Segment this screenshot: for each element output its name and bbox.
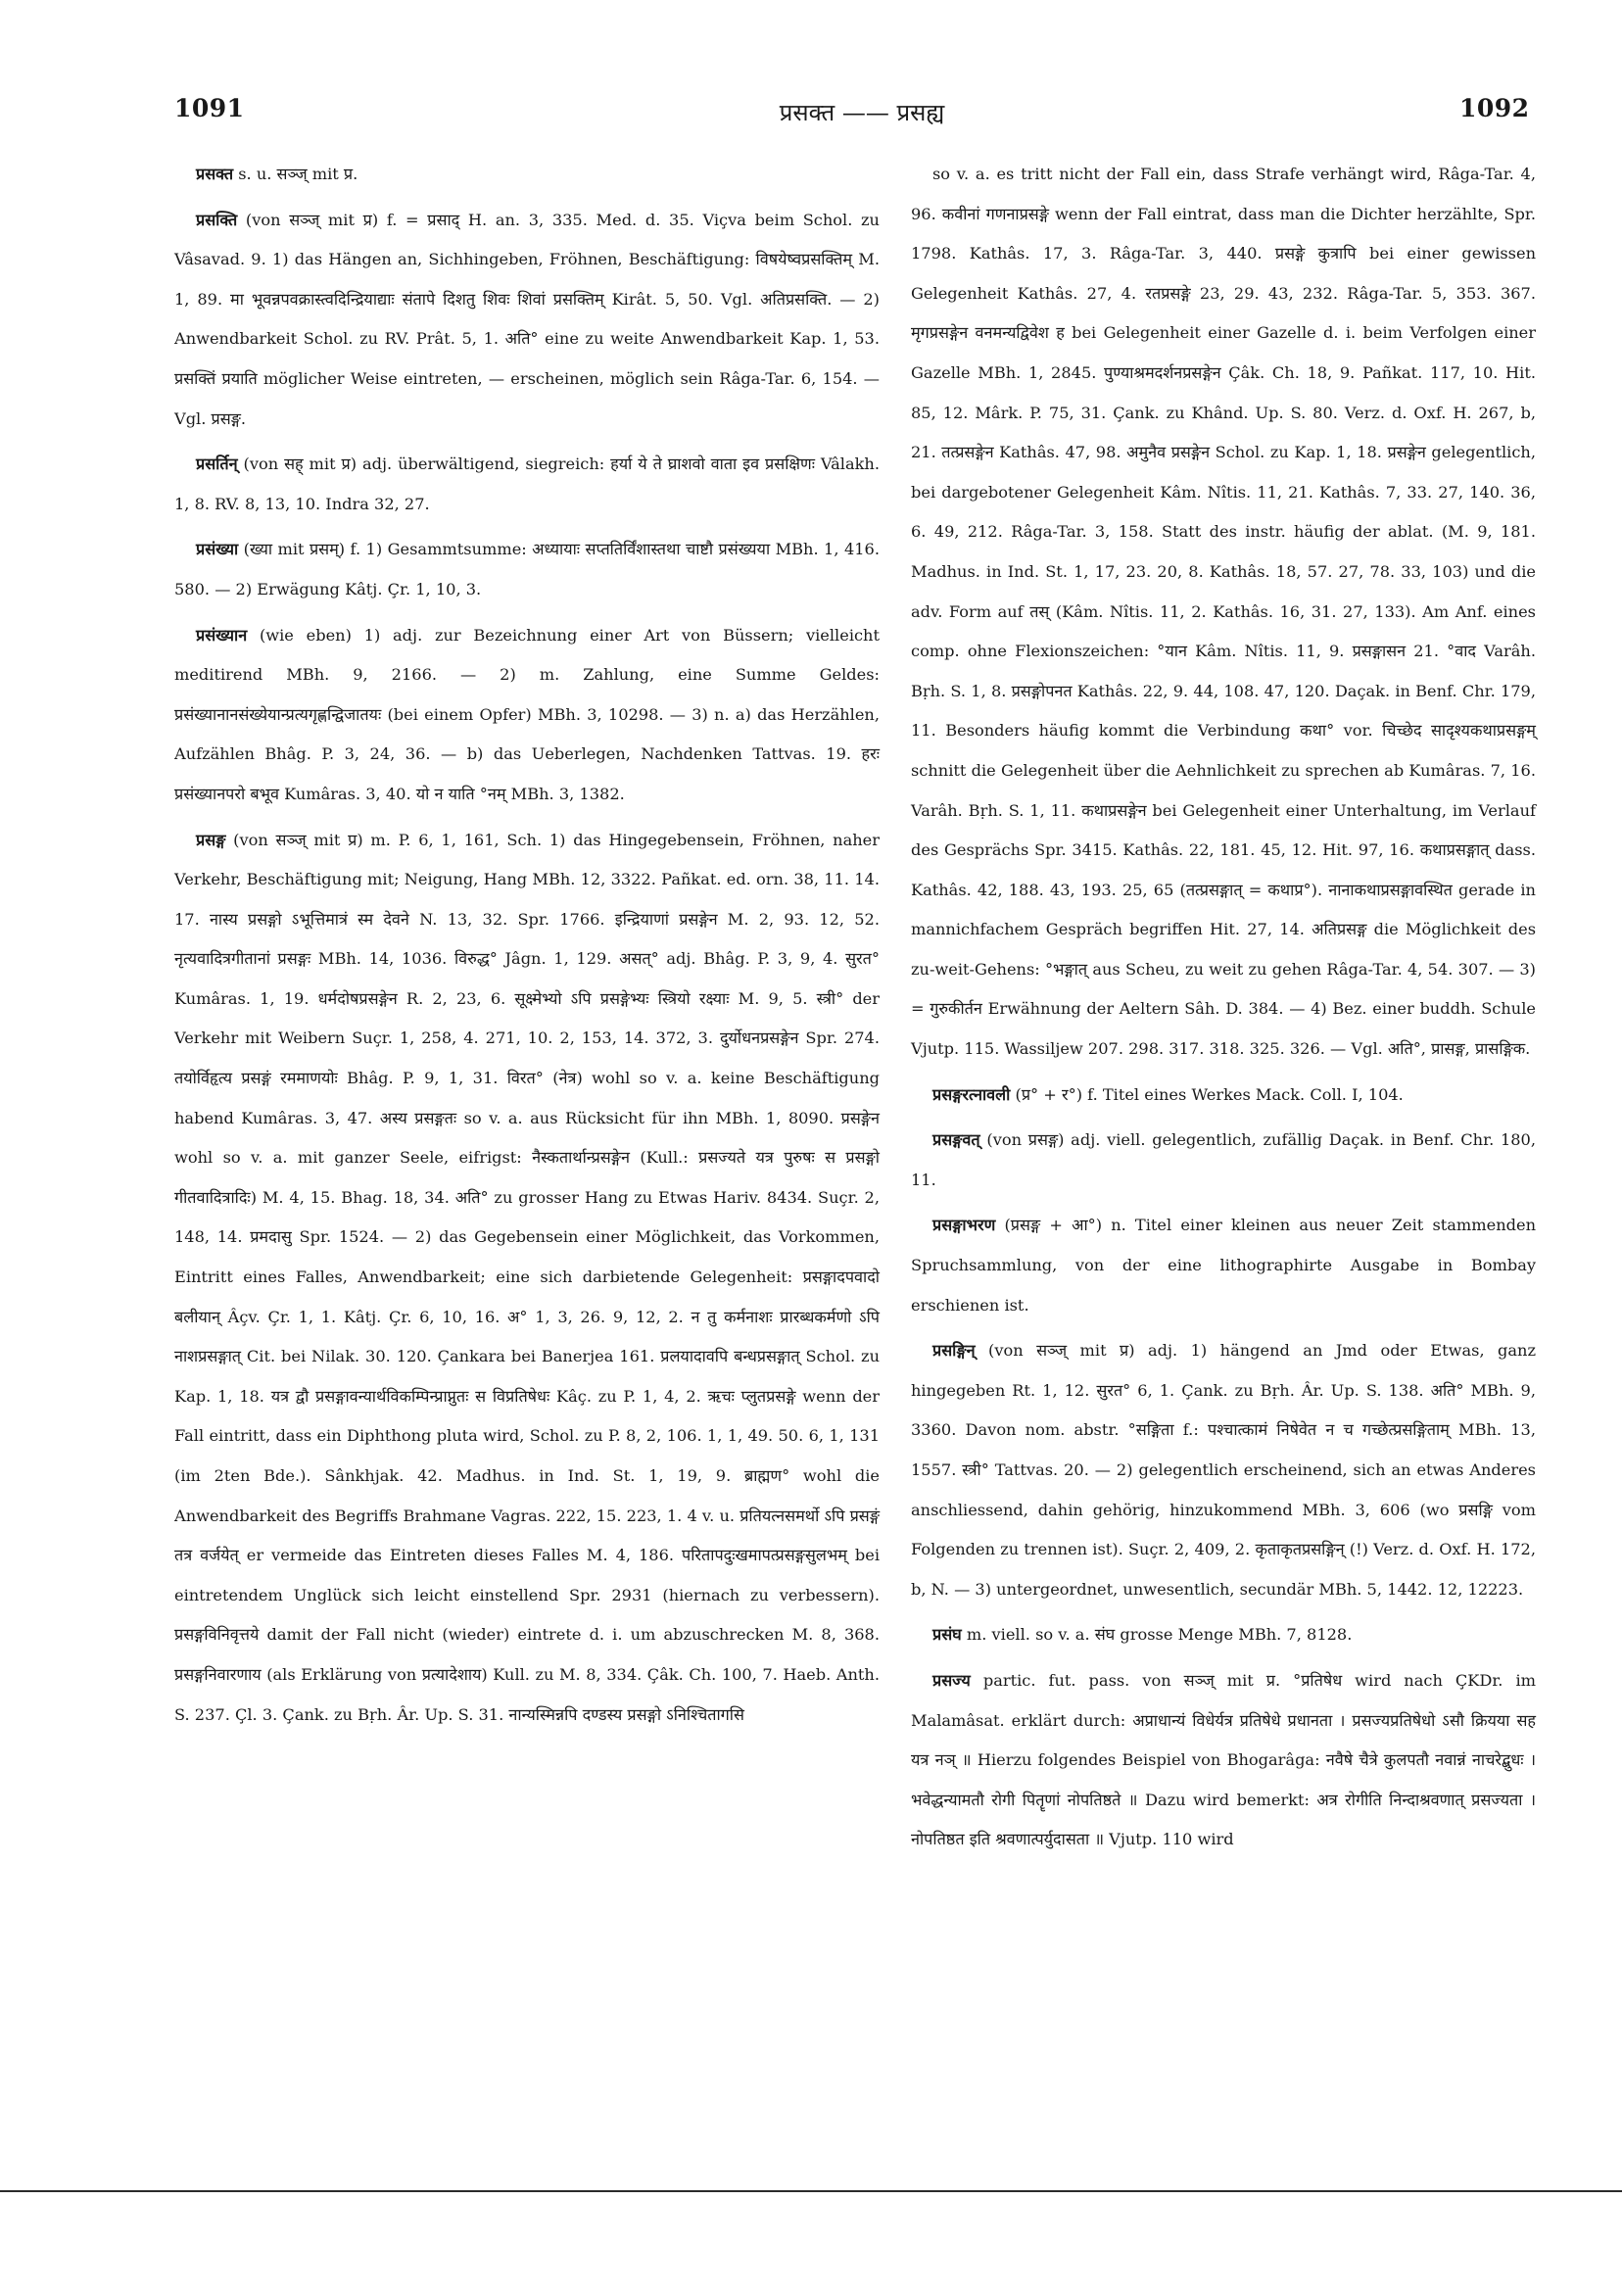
entry-lemma: प्रसंख्यान xyxy=(196,625,248,645)
entry-text: (wie eben) 1) adj. zur Bezeichnung einer Art von Büssern; vielleicht meditirend MBh. 9, 2166. — 2) m. Zahlung, eine Summe Geldes: प्रसंख्यानानसंख्येयान्प्रत्यगृह्णन्द्विजातयः (bei einem Opfer) MBh. 3, 10298. — 3) n. a) das Herzählen, Aufzählen Bhâg. P. 3, 24, 36. — b) das Ueberlegen, Nachdenken Tattvas. 19. हरः प्रसंख्यानपरो बभूव Kumâras. 3, 40. यो न याति °नम् MBh. 3, 1382. xyxy=(174,625,880,803)
footer-rule xyxy=(0,2190,1622,2192)
dictionary-entry xyxy=(174,155,880,195)
dictionary-entry xyxy=(174,821,880,1736)
dictionary-entry xyxy=(911,1206,1536,1325)
entry-lemma: प्रसङ्गवत् xyxy=(932,1130,980,1150)
entry-text: (प्रसङ्ग + आ°) n. Titel einer kleinen aus neuer Zeit stammenden Spruchsammlung, von der eine lithographirte Ausgabe in Bombay erschienen ist. xyxy=(911,1216,1536,1315)
dictionary-entry xyxy=(911,1615,1536,1655)
dictionary-entry xyxy=(911,1661,1536,1860)
entry-lemma: प्रसङ्गाभरण xyxy=(932,1216,996,1235)
entry-text: so v. a. es tritt nicht der Fall ein, dass Strafe verhängt wird, Râga-Tar. 4, 96. कवीनां गणनाप्रसङ्गे wenn der Fall eintrat, dass man die Dichter herzählte, Spr. 1798. Kathâs. 17, 3. Râga-Tar. 3, 440. प्रसङ्गे कुत्रापि bei einer gewissen Gelegenheit Kathâs. 27, 4. रतप्रसङ्गे 23, 29. 43, 232. Râga-Tar. 5, 353. 367. मृगप्रसङ्गेन वनमन्यद्विवेश ह bei Gelegenheit einer Gazelle d. i. beim Verfolgen einer Gazelle MBh. 1, 2845. पुण्याश्रमदर्शनप्रसङ्गेन Çâk. Ch. 18, 9. Pañkat. 117, 10. Hit. 85, 12. Mârk. P. 75, 31. Çank. zu Khând. Up. S. 80. Verz. d. Oxf. H. 267, b, 21. तत्प्रसङ्गेन Kathâs. 47, 98. अमुनैव प्रसङ्गेन Schol. zu Kap. 1, 18. प्रसङ्गेन gelegentlich, bei dargebotener Gelegenheit Kâm. Nîtis. 11, 21. Kathâs. 7, 33. 27, 140. 36, 6. 49, 212. Râga-Tar. 3, 158. Statt des instr. häufig der ablat. (M. 9, 181. Madhus. in Ind. St. 1, 17, 23. 20, 8. Kathâs. 18, 57. 27, 78. 33, 103) und die adv. Form auf तस् (Kâm. Nîtis. 11, 2. Kathâs. 16, 31. 27, 133). Am Anf. eines comp. ohne Flexionszeichen: °यान Kâm. Nîtis. 11, 9. प्रसङ्गासन 21. °वाद Varâh. Bṛh. S. 1, 8. प्रसङ्गोपनत Kathâs. 22, 9. 44, 108. 47, 120. Daçak. in Benf. Chr. 179, 11. Besonders häufig kommt die Verbindung कथा° vor. चिच्छेद सादृश्यकथाप्रसङ्गम् schnitt die Gelegenheit über die Aehnlichkeit zu sprechen ab Kumâras. 7, 16. Varâh. Bṛh. S. 1, 11. कथाप्रसङ्गेन bei Gelegenheit einer Unterhaltung, im Verlauf des Gesprächs Spr. 3415. Kathâs. 22, 181. 45, 12. Hit. 97, 16. कथाप्रसङ्गात् dass. Kathâs. 42, 188. 43, 193. 25, 65 (तत्प्रसङ्गात् = कथाप्र°). नानाकथाप्रसङ्गावस्थित gerade in mannichfachem Gespräch begriffen Hit. 27, 14. अतिप्रसङ्ग die Möglichkeit des zu-weit-Gehens: °भङ्गात् aus Scheu, zu weit zu gehen Râga-Tar. 4, 54. 307. — 3) = गुरुकीर्तन Erwähnung der Aeltern Sâh. D. 384. — 4) Bez. einer buddh. Schule Vjutp. 115. Wassiljew 207. 298. 317. 318. 325. 326. — Vgl. अति°, प्रासङ्ग, प्रासङ्गिक. xyxy=(911,165,1536,1059)
entry-lemma: प्रसङ्गरत्नावली xyxy=(932,1084,1011,1104)
dictionary-entry xyxy=(911,1331,1536,1609)
dictionary-entry xyxy=(911,1076,1536,1116)
dictionary-entry xyxy=(911,155,1536,1070)
entry-text: partic. fut. pass. von सञ्ज् mit प्र. °प्रतिषेध wird nach ÇKDr. im Malamâsat. erklärt durch: अप्राधान्यं विधेर्यत्र प्रतिषेधे प्रधानता । प्रसज्यप्रतिषेधो ऽसौ क्रियया सह यत्र नञ् ॥ Hierzu folgendes Beispiel von Bhogarâga: नवैषे चैत्रे कुलपतौ नवान्नं नाचरेद्बुधः । भवेद्धन्यामतौ रोगी पितॄणां नोपतिष्ठते ॥ Dazu wird bemerkt: अत्र रोगीति निन्दाश्रवणात् प्रसज्यता । नोपतिष्ठत इति श्रवणात्पर्युदासता ॥ Vjutp. 110 wird xyxy=(911,1670,1536,1849)
left-column xyxy=(174,155,880,1735)
dictionary-entry xyxy=(911,1121,1536,1200)
entry-lemma: प्रसङ्ग xyxy=(196,830,226,849)
dictionary-entry xyxy=(174,530,880,609)
dictionary-entry xyxy=(174,616,880,815)
running-headword: प्रसक्त —— प्रसह्य xyxy=(779,99,945,126)
entry-text: (प्र° + र°) f. Titel eines Werkes Mack. Coll. I, 104. xyxy=(1015,1084,1404,1104)
entry-lemma: प्रसंख्या xyxy=(196,540,239,559)
entry-text: (von सञ्ज् mit प्र) f. = प्रसाद् H. an. 3, 335. Med. d. 35. Viçva beim Schol. zu Vâsavad. 9. 1) das Hängen an, Sichhingeben, Fröhnen, Beschäftigung: विषयेष्वप्रसक्तिम् M. 1, 89. मा भूवन्नपवक्रास्त्वदिन्द्रियाद्याः संतापे दिशतु शिवः शिवां प्रसक्तिम् Kirât. 5, 50. Vgl. अतिप्रसक्ति. — 2) Anwendbarkeit Schol. zu RV. Prât. 5, 1. अति° eine zu weite Anwendbarkeit Kap. 1, 53. प्रसक्तिं प्रयाति möglicher Weise eintreten, — erscheinen, möglich sein Râga-Tar. 6, 154. — Vgl. प्रसङ्ग. xyxy=(174,210,880,428)
page-header xyxy=(0,0,1622,147)
entry-text: (von सञ्ज् mit प्र) adj. 1) hängend an Jmd oder Etwas, ganz hingegeben Rt. 1, 12. सुरत° 6, 1. Çank. zu Bṛh. Âr. Up. S. 138. अति° MBh. 9, 3360. Davon nom. abstr. °सङ्गिता f.: पश्चात्कामं निषेवेत न च गच्छेत्प्रसङ्गिताम् MBh. 13, 1557. स्त्री° Tattvas. 20. — 2) gelegentlich erscheinend, sich an etwas Anderes anschliessend, dahin gehörig, hinzukommend MBh. 3, 606 (wo प्रसङ्गि vom Folgenden zu trennen ist). Suçr. 2, 409, 2. कृताकृतप्रसङ्गिन् (!) Verz. d. Oxf. H. 172, b, N. — 3) untergeordnet, unwesentlich, secundär MBh. 5, 1442. 12, 12223. xyxy=(911,1341,1536,1599)
entry-lemma: प्रसंघ xyxy=(932,1625,962,1645)
entry-lemma: प्रसर्तिन् xyxy=(196,454,238,474)
page-number-left: 1091 xyxy=(174,94,245,122)
entry-lemma: प्रसक्त xyxy=(196,165,234,183)
dictionary-entry xyxy=(174,201,880,440)
dictionary-entry xyxy=(174,445,880,524)
entry-text: (von प्रसङ्ग) adj. viell. gelegentlich, zufällig Daçak. in Benf. Chr. 180, 11. xyxy=(911,1130,1536,1189)
entry-text: m. viell. so v. a. संघ grosse Menge MBh. 7, 8128. xyxy=(966,1625,1353,1645)
entry-lemma: प्रसक्ति xyxy=(196,210,238,229)
entry-text: (ख्या mit प्रसम्) f. 1) Gesammtsumme: अध्यायाः सप्ततिर्विंशास्तथा चाष्टौ प्रसंख्यया MBh. 1, 416. 580. — 2) Erwägung Kâtj. Çr. 1, 10, 3. xyxy=(174,540,880,598)
page-number-right: 1092 xyxy=(1459,94,1530,122)
entry-lemma: प्रसज्य xyxy=(932,1670,971,1690)
entry-lemma: प्रसङ्गिन् xyxy=(932,1341,976,1361)
entry-text: (von सह् mit प्र) adj. überwältigend, siegreich: हर्या ये ते घ्राशवो वाता इव प्रसक्षिणः Vâlakh. 1, 8. RV. 8, 13, 10. Indra 32, 27. xyxy=(174,454,880,513)
entry-text: (von सञ्ज् mit प्र) m. P. 6, 1, 161, Sch. 1) das Hingegebensein, Fröhnen, naher Verkehr, Beschäftigung mit; Neigung, Hang MBh. 12, 3322. Pañkat. ed. orn. 38, 11. 14. 17. नास्य प्रसङ्गो ऽभूत्तिमात्रं स्म देवने N. 13, 32. Spr. 1766. इन्द्रियाणां प्रसङ्गेन M. 2, 93. 12, 52. नृत्यवादित्रगीतानां प्रसङ्गः MBh. 14, 1036. विरुद्ध° Jâgn. 1, 129. असत्° adj. Bhâg. P. 3, 9, 4. सुरत° Kumâras. 1, 19. धर्मदोषप्रसङ्गेन R. 2, 23, 6. सूक्ष्मेभ्यो ऽपि प्रसङ्गेभ्यः स्त्रियो रक्ष्याः M. 9, 5. स्त्री° der Verkehr mit Weibern Suçr. 1, 258, 4. 271, 10. 2, 153, 14. 372, 3. दुर्योधनप्रसङ्गेन Spr. 274. तयोर्विहृत्य प्रसङ्गं रममाणयोः Bhâg. P. 9, 1, 31. विरत° (नेत्र) wohl so v. a. keine Beschäftigung habend Kumâras. 3, 47. अस्य प्रसङ्गतः so v. a. aus Rücksicht für ihn MBh. 1, 8090. प्रसङ्गेन wohl so v. a. mit ganzer Seele, eifrigst: नैस्कतार्थान्प्रसङ्गेन (Kull.: प्रसज्यते यत्र पुरुषः स प्रसङ्गो गीतवादित्रादिः) M. 4, 15. Bhag. 18, 34. अति° zu grosser Hang zu Etwas Hariv. 8434. Suçr. 2, 148, 14. प्रमदासु Spr. 1524. — 2) das Gegebensein einer Möglichkeit, das Vorkommen, Eintritt eines Falles, Anwendbarkeit; eine sich darbietende Gelegenheit: प्रसङ्गादपवादो बलीयान् Âçv. Çr. 1, 1. Kâtj. Çr. 6, 10, 16. अ° 1, 3, 26. 9, 12, 2. न तु कर्मनाशः प्रारब्धकर्मणो ऽपि नाशप्रसङ्गात् Cit. bei Nilak. 30. 120. Çankara bei Banerjea 161. प्रलयादावपि बन्धप्रसङ्गात् Schol. zu Kap. 1, 18. यत्र द्वौ प्रसङ्गावन्यार्थविकम्पिन्प्राप्नुतः स विप्रतिषेधः Kâç. zu P. 1, 4, 2. ऋचः प्लुतप्रसङ्गे wenn der Fall eintritt, dass ein Diphthong pluta wird, Schol. zu P. 8, 2, 106. 1, 1, 49. 50. 6, 1, 131 (im 2ten Bde.). Sânkhjak. 42. Madhus. in Ind. St. 1, 19, 9. ब्राह्मण° wohl die Anwendbarkeit des Begriffs Brahmane Vagras. 222, 15. 223, 1. 4 v. u. प्रतियत्नसमर्थो ऽपि प्रसङ्गं तत्र वर्जयेत् er vermeide das Eintreten dieses Falles M. 4, 186. परितापदुःखमापत्प्रसङ्गसुलभम् bei eintretendem Unglück sich leicht einstellend Spr. 2931 (hiernach zu verbessern). प्रसङ्गविनिवृत्तये damit der Fall nicht (wieder) eintrete d. i. um abzuschrecken M. 8, 368. प्रसङ्गनिवारणाय (als Erklärung von प्रत्यादेशाय) Kull. zu M. 8, 334. Çâk. Ch. 100, 7. Haeb. Anth. S. 237. Çl. 3. Çank. zu Bṛh. Âr. Up. S. 31. नान्यस्मिन्नपि दण्डस्य प्रसङ्गो ऽनिश्चितागसि xyxy=(174,830,880,1724)
right-column xyxy=(911,155,1536,1860)
entry-text: s. u. सञ्ज् mit प्र. xyxy=(238,165,358,183)
